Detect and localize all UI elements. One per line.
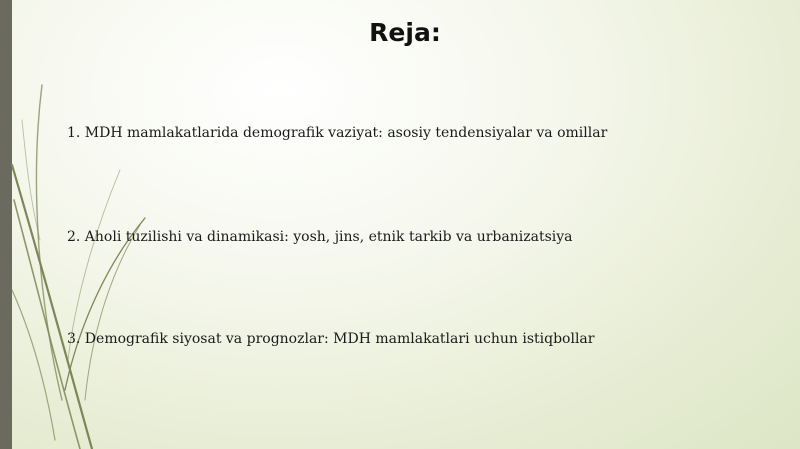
agenda-item-2: 2. Aholi tuzilishi va dinamikasi: yosh, jins, etnik tarkib va urbanizatsiya [67, 229, 573, 245]
agenda-item-3: 3. Demografik siyosat va prognozlar: MDH mamlakatlari uchun istiqbollar [67, 331, 595, 347]
agenda-item-1: 1. MDH mamlakatlarida demografik vaziyat: asosiy tendensiyalar va omillar [67, 125, 608, 141]
slide-title: Reja: [369, 18, 441, 47]
